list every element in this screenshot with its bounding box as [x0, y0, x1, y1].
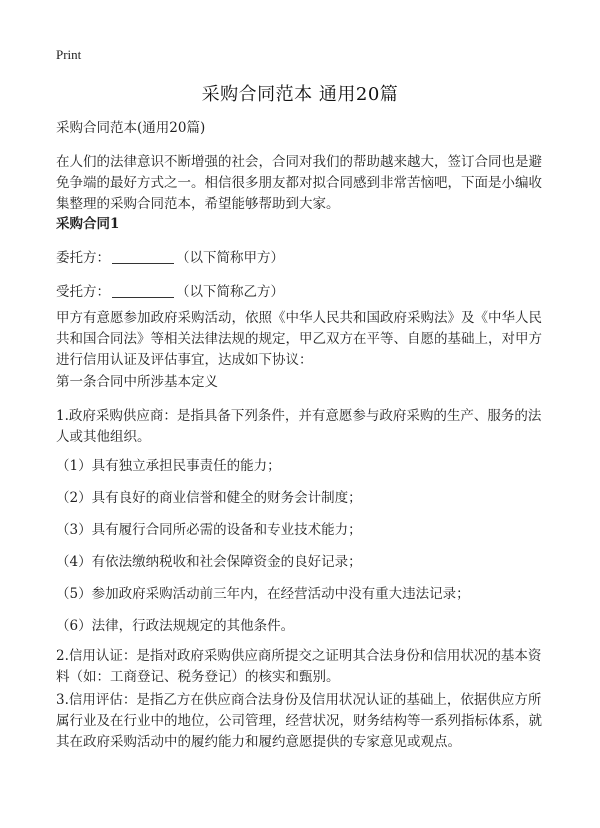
agent-blank: [112, 283, 174, 298]
condition-item: （2）具有良好的商业信誉和健全的财务会计制度；: [56, 490, 362, 506]
print-link[interactable]: Print: [56, 47, 82, 62]
article-1-title: 第一条合同中所涉基本定义: [56, 374, 218, 390]
condition-item: （6）法律，行政法规规定的其他条件。: [56, 618, 295, 634]
principal-blank: [112, 249, 174, 264]
page-title: 采购合同范本 通用20篇: [201, 84, 399, 105]
definition-3: 3.信用评估：是指乙方在供应商合法身份及信用状况认证的基础上，依据供应方所属行业及在行业中的地位，公司管理，经营状况，财务结构等一系列指标体系，就其在政府采购活动中的履约能力和履约意愿提供的专家意见或观点。: [56, 692, 542, 750]
agent-label: 受托方：: [56, 284, 110, 300]
agent-note: （以下简称乙方）: [176, 284, 284, 300]
condition-item: （5）参加政府采购活动前三年内，在经营活动中没有重大违法记录；: [56, 586, 470, 602]
principal-note: （以下简称甲方）: [176, 250, 284, 266]
agent-field: [56, 282, 548, 303]
definition-1: 1.政府采购供应商：是指具备下列条件，并有意愿参与政府采购的生产、服务的法人或其他组织。: [56, 408, 542, 445]
principal-field: [56, 248, 548, 269]
condition-item: （1）具有独立承担民事责任的能力；: [56, 458, 281, 474]
preamble-paragraph: 甲方有意愿参加政府采购活动，依照《中华人民共和国政府采购法》及《中华人民共和国合同法》等相关法律法规的规定，甲乙双方在平等、自愿的基础上，对甲方进行信用认证及评估事宜，达成如下协议：: [56, 310, 542, 368]
document-subtitle: 采购合同范本(通用20篇): [56, 120, 206, 136]
principal-label: 委托方：: [56, 250, 110, 266]
condition-item: （3）具有履行合同所必需的设备和专业技术能力；: [56, 522, 362, 538]
intro-paragraph: 在人们的法律意识不断增强的社会，合同对我们的帮助越来越大，签订合同也是避免争端的最好方式之一。相信很多朋友都对拟合同感到非常苦恼吧，下面是小编收集整理的采购合同范本，希望能够帮助到大家。: [56, 154, 542, 212]
section-heading: 采购合同1: [56, 216, 120, 232]
definition-2: 2.信用认证：是指对政府采购供应商所提交之证明其合法身份和信用状况的基本资料（如：工商登记、税务登记）的核实和甄别。: [56, 648, 542, 685]
condition-item: （4）有依法缴纳税收和社会保障资金的良好记录；: [56, 554, 362, 570]
